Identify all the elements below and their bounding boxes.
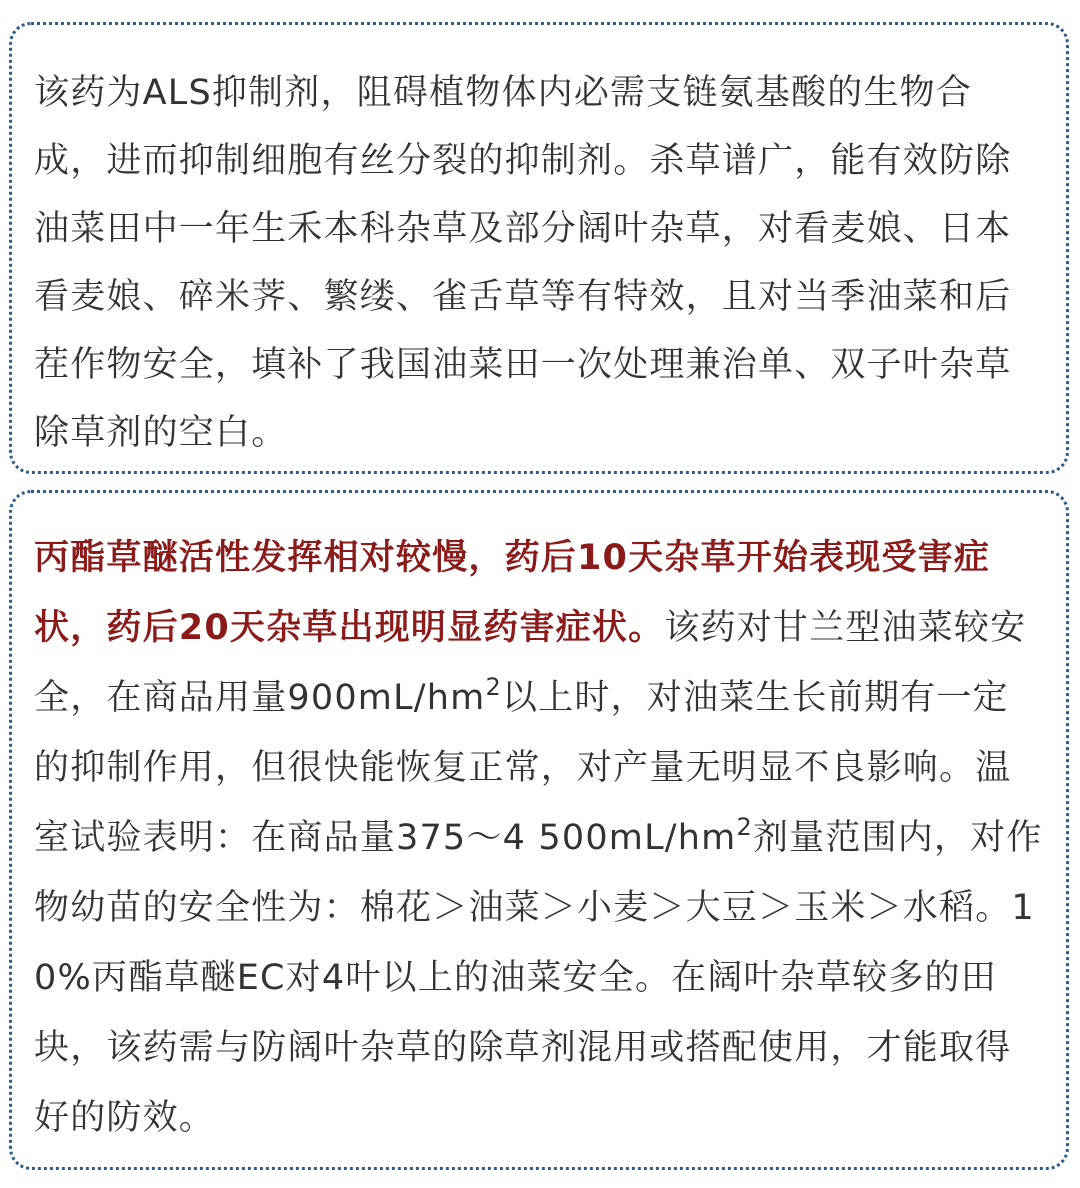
highlight-text: 丙酯草醚活性发挥相对较慢，药后10天杂草开始表现受害症状，药后20天杂草出现明显药害症状。 [34, 538, 991, 648]
body-text-b: 以上时，对油菜生长前期有一定的抑制作用，但很快能恢复正常，对产量无明显不良影响。温室试验表明：在商品量375～4 500mL/hm [34, 678, 1012, 858]
body-text-c: 剂量范围内，对作物幼苗的安全性为：棉花＞油菜＞小麦＞大豆＞玉米＞水稻。10%丙酯草醚EC对4叶以上的油菜安全。在阔叶杂草较多的田块，该药需与防阔叶杂草的除草剂混用或搭配使用，才能取得好的防效。 [34, 818, 1043, 1138]
mode-of-action-paragraph: 该药为ALS抑制剂，阻碍植物体内必需支链氨基酸的生物合成，进而抑制细胞有丝分裂的抑制剂。杀草谱广，能有效防除油菜田中一年生禾本科杂草及部分阔叶杂草，对看麦娘、日本看麦娘、碎米荠、繁缕、雀舌草等有特效，且对当季油菜和后茬作物安全，填补了我国油菜田一次处理兼治单、双子叶杂草除草剂的空白。 [34, 73, 1012, 453]
superscript-unit: 2 [736, 813, 753, 841]
body-text-a: 该药对甘兰型油菜较安全，在商品用量900mL/hm [34, 608, 1027, 718]
superscript-unit: 2 [485, 673, 502, 701]
crop-safety-paragraph [34, 523, 1044, 1153]
safety-card [9, 490, 1069, 1170]
description-card [9, 22, 1069, 474]
